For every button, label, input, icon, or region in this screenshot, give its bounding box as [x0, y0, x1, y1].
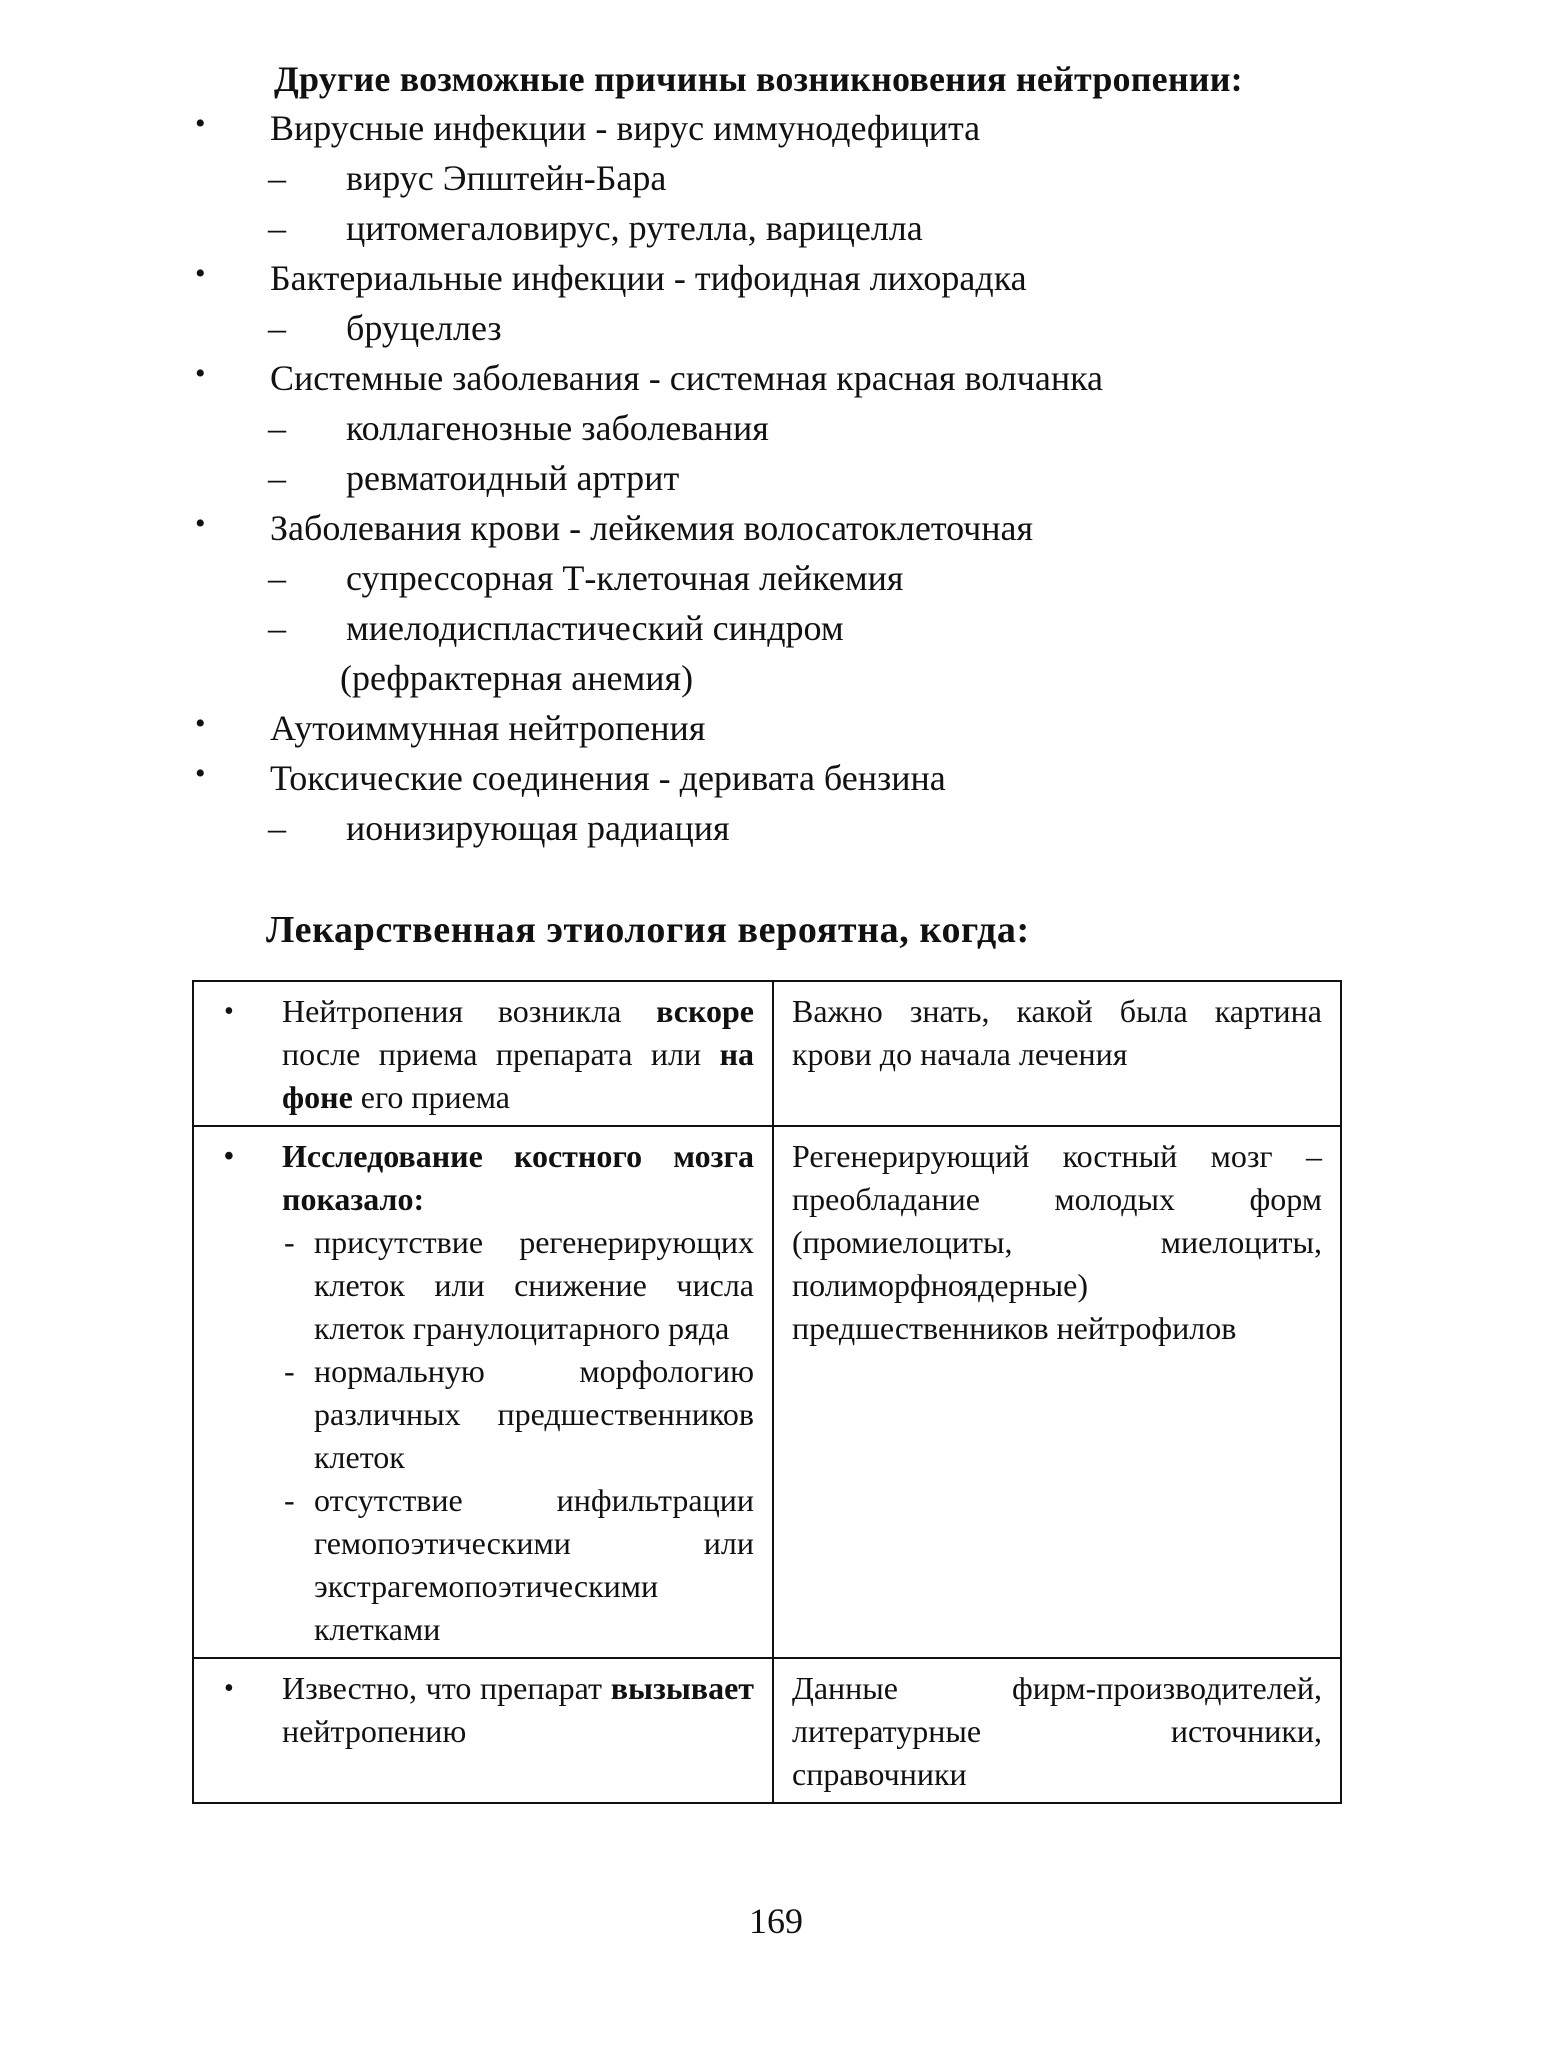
table-cell-note [773, 1658, 1341, 1803]
text-span: Нейтропения возникла [282, 993, 657, 1029]
emphasis-text: вызывает [610, 1670, 754, 1706]
note-text: Важно знать, какой была картина крови до начала лечения [792, 993, 1322, 1072]
text-span: его приема [352, 1079, 510, 1115]
dash-marker: – [268, 408, 286, 448]
list-item [282, 1479, 754, 1651]
note-text: Данные фирм-производителей, литературные источники, справочники [792, 1670, 1322, 1792]
list-item [0, 805, 1552, 855]
table-cell-criterion [193, 1126, 773, 1658]
criterion-sublist [212, 1221, 754, 1651]
list-item [282, 1350, 754, 1479]
list-item [0, 505, 1552, 555]
bullet-marker: • [224, 1141, 234, 1172]
table-cell-criterion [193, 981, 773, 1126]
list-item [0, 305, 1552, 355]
bullet-marker: • [195, 757, 206, 790]
list-item [0, 705, 1552, 755]
dash-marker: – [268, 608, 286, 648]
dash-marker: - [284, 1482, 295, 1518]
list-item-text: отсутствие инфильтрации гемопоэтическими или экстрагемопоэтическими клетками [314, 1482, 754, 1647]
section-heading-causes: Другие возможные причины возникновения нейтропении: [274, 59, 1243, 99]
table-row [193, 1658, 1341, 1803]
dash-marker: – [268, 558, 286, 598]
text-span: после приема препарата или [282, 1036, 720, 1072]
bullet-marker: • [195, 507, 206, 540]
list-item [0, 105, 1552, 155]
note-text: Регенерирующий костный мозг – преобладание молодых форм (промиелоциты, миелоциты, полиморфноядерные) предшественников нейтрофилов [792, 1138, 1322, 1346]
table-cell-criterion [193, 1658, 773, 1803]
list-item-text: присутствие регенерирующих клеток или снижение числа клеток гранулоцитарного ряда [314, 1224, 754, 1346]
list-item [0, 255, 1552, 305]
bullet-marker: • [195, 357, 206, 390]
text-span: Известно, что препарат [282, 1670, 611, 1706]
list-item [0, 355, 1552, 405]
list-item-text: Токсические соединения - деривата бензина [270, 758, 946, 798]
list-item-text: Бактериальные инфекции - тифоидная лихорадка [270, 258, 1027, 298]
list-item-text: (рефрактерная анемия) [340, 658, 694, 698]
list-item-text: Заболевания крови - лейкемия волосатоклеточная [270, 508, 1034, 548]
table-cell-note [773, 981, 1341, 1126]
list-item-continuation [0, 655, 1552, 705]
list-item [0, 205, 1552, 255]
list-item-text: ревматоидный артрит [346, 458, 680, 498]
dash-marker: - [284, 1353, 295, 1389]
text-span: нейтропению [282, 1713, 467, 1749]
criterion-heading [212, 1135, 754, 1221]
list-item-text: Аутоиммунная нейтропения [270, 708, 706, 748]
table-row [193, 981, 1341, 1126]
bullet-marker: • [195, 257, 206, 290]
bullet-marker: • [224, 996, 234, 1027]
list-item-text: ионизирующая радиация [346, 808, 730, 848]
list-item-text: коллагенозные заболевания [346, 408, 769, 448]
list-item-text: бруцеллез [346, 308, 502, 348]
list-item [0, 405, 1552, 455]
list-item-text: миелодиспластический синдром [346, 608, 844, 648]
dash-marker: – [268, 208, 286, 248]
list-item-text: вирус Эпштейн-Бара [346, 158, 667, 198]
section-heading-drug-etiology: Лекарственная этиология вероятна, когда: [266, 909, 1030, 951]
list-item-text: нормальную морфологию различных предшественников клеток [314, 1353, 754, 1475]
list-item [0, 455, 1552, 505]
criterion-text [212, 1667, 754, 1753]
list-item [0, 755, 1552, 805]
dash-marker: - [284, 1224, 295, 1260]
list-item [0, 555, 1552, 605]
page-number: 169 [749, 1901, 803, 1941]
list-item-text: Вирусные инфекции - вирус иммунодефицита [270, 108, 981, 148]
drug-etiology-table [192, 980, 1342, 1804]
bullet-marker: • [224, 1673, 234, 1704]
list-item-text: супрессорная Т-клеточная лейкемия [346, 558, 904, 598]
list-item [0, 605, 1552, 655]
dash-marker: – [268, 458, 286, 498]
causes-list [0, 105, 1552, 855]
list-item [282, 1221, 754, 1350]
emphasis-text: вскоре [656, 993, 754, 1029]
list-item-text: Системные заболевания - системная красная волчанка [270, 358, 1104, 398]
list-item [0, 155, 1552, 205]
bullet-marker: • [195, 107, 206, 140]
list-item-text: цитомегаловирус, рутелла, варицелла [346, 208, 923, 248]
bullet-marker: • [195, 707, 206, 740]
dash-marker: – [268, 808, 286, 848]
dash-marker: – [268, 308, 286, 348]
table-cell-note [773, 1126, 1341, 1658]
table-row [193, 1126, 1341, 1658]
dash-marker: – [268, 158, 286, 198]
emphasis-text: на фоне [282, 1036, 754, 1115]
criterion-text [212, 990, 754, 1119]
text-span: Исследование костного мозга показало: [282, 1138, 754, 1217]
